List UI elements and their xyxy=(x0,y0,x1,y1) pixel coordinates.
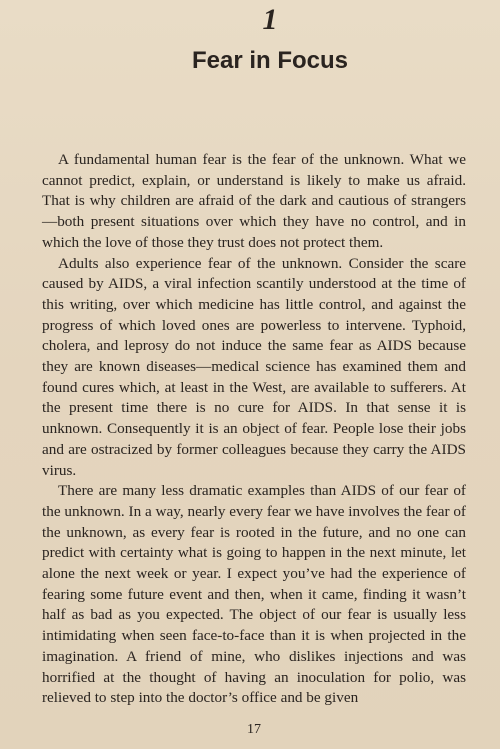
body-text xyxy=(42,150,466,709)
page-number: 17 xyxy=(247,722,261,737)
chapter-title: Fear in Focus xyxy=(191,47,349,74)
paragraph: There are many less dramatic examples than AIDS of our fear of the unknown. In a way, nearly every fear we have involves the fear of the unknown, as every fear is rooted in the future, and no one can predict with certainty what is going to happen in the next minute, let alone the next week or year. I expect you’ve had the experience of fearing some future event and then, when it came, finding it wasn’t half as bad as you expected. The object of our fear is usually less intimidating when seen face-to-face than it is when projected in the imagination. A friend of mine, who dislikes injections and was horrified at the thought of having an inoculation for polio, was relieved to step into the doctor’s office and be given xyxy=(42,482,466,707)
chapter-number: 1 xyxy=(262,3,278,36)
paragraph: A fundamental human fear is the fear of the unknown. What we cannot predict, explain, or understand is likely to make us afraid. That is why children are afraid of the dark and cautious of strangers—both present situations over which they have no control, and in which the love of those they trust does not protect them. xyxy=(42,151,466,251)
paragraph: Adults also experience fear of the unknown. Consider the scare caused by AIDS, a viral infection scantily understood at the time of this writing, over which medicine has little control, and against the progress of which loved ones are powerless to intervene. Typhoid, cholera, and leprosy do not induce the same fear as AIDS because they are known diseases—medical science has examined them and found cures which, at least in the West, are available to sufferers. At the present time there is no cure for AIDS. In that sense it is unknown. Consequently it is an object of fear. People lose their jobs and are ostracized by former colleagues because they carry the AIDS virus. xyxy=(42,254,466,479)
